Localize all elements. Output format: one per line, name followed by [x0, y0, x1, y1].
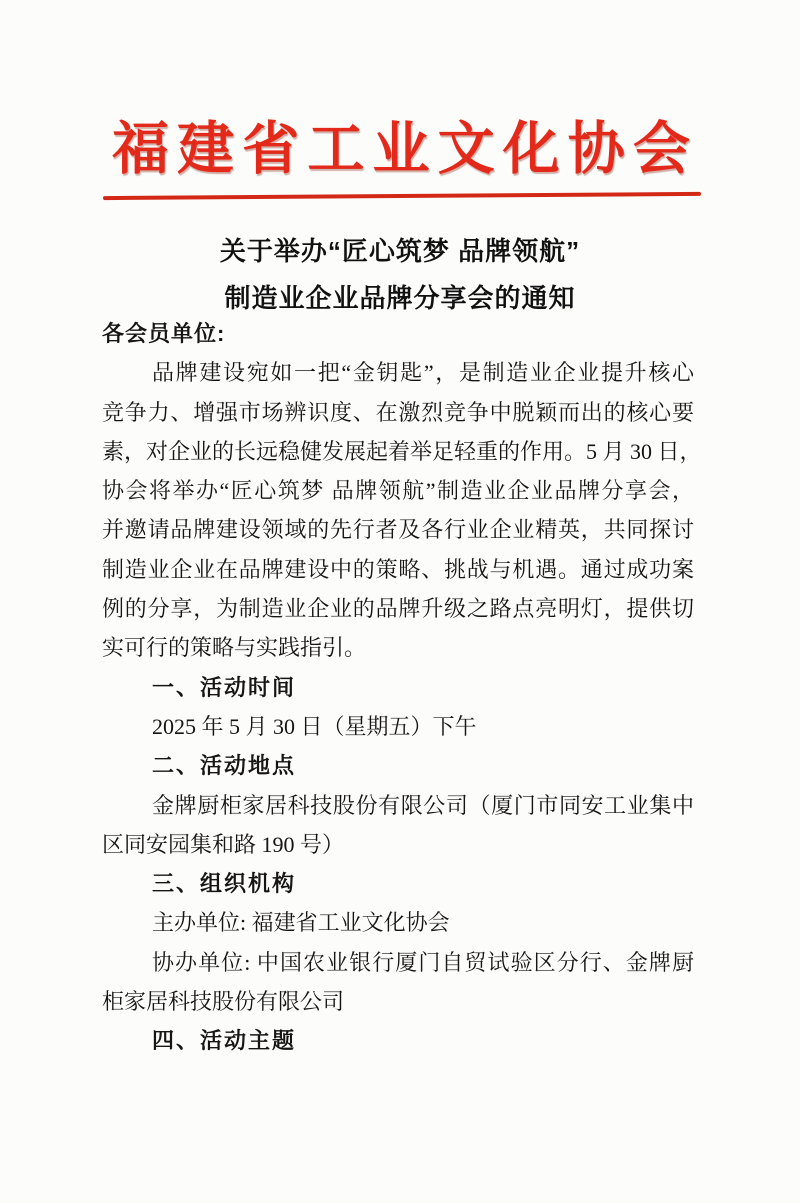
doc-line: 例的分享，为制造业企业的品牌升级之路点亮明灯，提供切	[102, 596, 694, 622]
doc-line: 协会将举办“匠心筑梦 品牌领航”制造业企业品牌分享会，	[102, 478, 694, 504]
doc-line: 制造业企业在品牌建设中的策略、挑战与机遇。通过成功案	[102, 556, 694, 582]
event-venue-line: 金牌厨柜家居科技股份有限公司（厦门市同安工业集中	[152, 792, 694, 818]
event-venue-line: 区同安园集和路 190 号）	[102, 831, 345, 857]
co-organizer-line: 柜家居科技股份有限公司	[102, 989, 345, 1015]
doc-line: 竞争力、增强市场辨识度、在激烈竞争中脱颖而出的核心要	[102, 399, 694, 425]
co-organizer-line: 协办单位: 中国农业银行厦门自贸试验区分行、金牌厨	[152, 949, 694, 975]
salutation-line: 各会员单位:	[102, 321, 226, 346]
masthead-divider-line	[103, 192, 701, 200]
event-time-line: 2025 年 5 月 30 日（星期五）下午	[152, 713, 477, 739]
notice-title-line2: 制造业企业品牌分享会的通知	[224, 283, 576, 313]
doc-line: 实可行的策略与实践指引。	[102, 635, 367, 661]
organizer-line: 主办单位: 福建省工业文化协会	[152, 910, 450, 936]
org-masthead-title: 福建省工业文化协会	[112, 118, 690, 181]
section-heading-4: 四、活动主题	[152, 1028, 297, 1054]
notice-title-line1: 关于举办“匠心筑梦 品牌领航”	[219, 236, 581, 266]
section-heading-1: 一、活动时间	[152, 674, 297, 700]
doc-line: 并邀请品牌建设领域的先行者及各行业企业精英，共同探讨	[102, 517, 694, 543]
section-heading-2: 二、活动地点	[152, 753, 297, 779]
section-heading-3: 三、组织机构	[152, 871, 297, 897]
doc-line: 品牌建设宛如一把“金钥匙”，是制造业企业提升核心	[152, 360, 694, 386]
notice-body	[102, 314, 702, 1061]
doc-line: 素，对企业的长远稳健发展起着举足轻重的作用。5 月 30 日，	[102, 438, 702, 464]
notice-title	[0, 228, 800, 322]
